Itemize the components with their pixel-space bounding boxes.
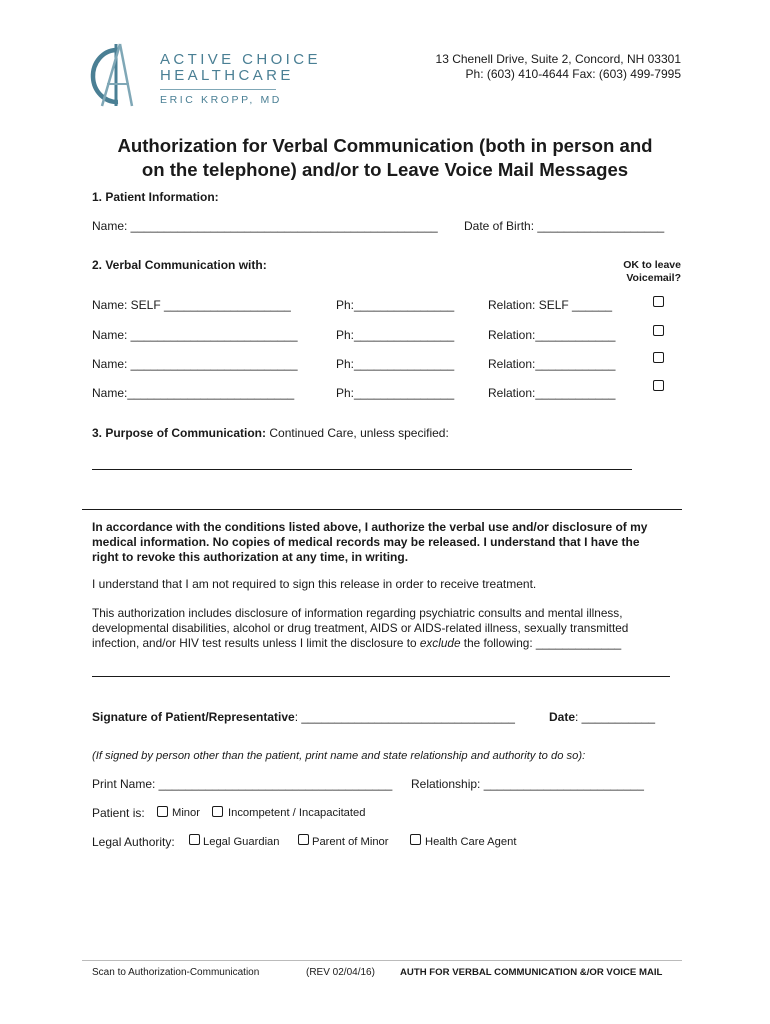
- parent-of-minor-checkbox[interactable]: [298, 834, 309, 845]
- title-line2: on the telephone) and/or to Leave Voice Mail Messages: [141, 159, 629, 180]
- disclosure-line2: developmental disabilities, alcohol or drug treatment, AIDS or AIDS-related illness, sexually transmitted: [92, 621, 629, 635]
- address-line1: 13 Chenell Drive, Suite 2, Concord, NH 03301: [435, 52, 681, 66]
- section3-default-purpose: Continued Care, unless specified:: [266, 426, 449, 440]
- signature-date-label: Date: [549, 710, 576, 724]
- health-care-agent-label: Health Care Agent: [425, 836, 517, 848]
- exclusion-blank-line[interactable]: [92, 676, 670, 677]
- disclosure-line1: This authorization includes disclosure of information regarding psychiatric consults and mental illness,: [92, 606, 623, 620]
- signature-row: [92, 710, 515, 724]
- title-line1: Authorization for Verbal Communication (both in person and: [117, 135, 653, 156]
- contact-row-4-phone[interactable]: Ph:_______________: [336, 386, 455, 400]
- logo-text: [160, 52, 321, 106]
- legal-guardian-checkbox[interactable]: [189, 834, 200, 845]
- address-line2: Ph: (603) 410-4644 Fax: (603) 499-7995: [465, 67, 681, 81]
- contact-row-4-relation[interactable]: Relation:____________: [488, 386, 616, 400]
- contact-row-1-name[interactable]: Name: SELF ___________________: [92, 298, 291, 312]
- disclosure-statement: [92, 606, 682, 651]
- minor-checkbox[interactable]: [157, 806, 168, 817]
- parent-of-minor-label: Parent of Minor: [312, 836, 389, 848]
- footer-divider: [82, 960, 682, 961]
- disclosure-exclude-word: exclude: [419, 636, 461, 650]
- contact-row-3-phone[interactable]: Ph:_______________: [336, 357, 455, 371]
- logo-mark: [88, 40, 154, 110]
- incompetent-label: Incompetent / Incapacitated: [228, 807, 366, 819]
- relationship-field[interactable]: Relationship: ________________________: [411, 777, 644, 791]
- authorization-line3: right to revoke this authorization at any time, in writing.: [92, 550, 409, 564]
- signature-field[interactable]: : ________________________________: [294, 710, 515, 724]
- logo-line2: HEALTHCARE: [160, 67, 294, 84]
- page-title: [60, 134, 710, 182]
- disclosure-line3: [92, 636, 682, 651]
- logo-doctor: ERIC KROPP, MD: [160, 94, 282, 106]
- minor-label: Minor: [172, 807, 200, 819]
- representative-note: (If signed by person other than the patient, print name and state relationship and authority to do so):: [92, 750, 586, 762]
- date-of-birth-field[interactable]: Date of Birth: ___________________: [464, 219, 665, 233]
- signature-date-row: [549, 710, 655, 724]
- voicemail-checkbox-2[interactable]: [653, 325, 664, 336]
- section3-heading: 3. Purpose of Communication:: [92, 426, 267, 440]
- voicemail-header-line1: OK to leave: [623, 259, 681, 271]
- voicemail-column-header: [623, 259, 681, 285]
- print-name-field[interactable]: Print Name: ___________________________________: [92, 777, 393, 791]
- footer-scan-note: Scan to Authorization-Communication: [92, 967, 260, 978]
- contact-row-1-phone[interactable]: Ph:_______________: [336, 298, 455, 312]
- contact-row-2-phone[interactable]: Ph:_______________: [336, 328, 455, 342]
- contact-row-1-relation[interactable]: Relation: SELF ______: [488, 298, 613, 312]
- logo-line1: ACTIVE CHOICE: [160, 51, 321, 68]
- section1-heading: 1. Patient Information:: [92, 190, 219, 204]
- contact-row-3-name[interactable]: Name: _________________________: [92, 357, 298, 371]
- legal-authority-label: Legal Authority:: [92, 835, 175, 849]
- practice-address: [436, 52, 681, 82]
- section2-heading: 2. Verbal Communication with:: [92, 258, 267, 272]
- voicemail-checkbox-3[interactable]: [653, 352, 664, 363]
- patient-name-field[interactable]: Name: ______________________________________________: [92, 219, 438, 233]
- health-care-agent-checkbox[interactable]: [410, 834, 421, 845]
- contact-row-2-name[interactable]: Name: _________________________: [92, 328, 298, 342]
- signature-date-field[interactable]: : ___________: [575, 710, 656, 724]
- purpose-blank-line[interactable]: [92, 469, 632, 470]
- signature-label: Signature of Patient/Representative: [92, 710, 295, 724]
- disclosure-line3-end[interactable]: the following: _____________: [460, 636, 622, 650]
- contact-row-3-relation[interactable]: Relation:____________: [488, 357, 616, 371]
- logo-ac-icon: [88, 40, 154, 110]
- voicemail-checkbox-1[interactable]: [653, 296, 664, 307]
- contact-row-4-name[interactable]: Name:_________________________: [92, 386, 295, 400]
- logo-divider: [160, 89, 276, 90]
- not-required-statement: I understand that I am not required to sign this release in order to receive treatment.: [92, 577, 537, 591]
- footer-form-title: AUTH FOR VERBAL COMMUNICATION &/OR VOICE MAIL: [400, 967, 663, 978]
- authorization-statement: [92, 520, 682, 565]
- section-divider: [82, 509, 682, 510]
- authorization-line2: medical information. No copies of medical records may be released. I understand that I have the: [92, 535, 640, 549]
- disclosure-line3-start: infection, and/or HIV test results unless I limit the disclosure to: [92, 636, 420, 650]
- footer-revision: (REV 02/04/16): [306, 967, 375, 978]
- contact-row-2-relation[interactable]: Relation:____________: [488, 328, 616, 342]
- authorization-line1: In accordance with the conditions listed above, I authorize the verbal use and/or disclosure of my: [92, 520, 648, 534]
- voicemail-header-line2: Voicemail?: [626, 272, 681, 284]
- legal-guardian-label: Legal Guardian: [203, 836, 280, 848]
- incompetent-checkbox[interactable]: [212, 806, 223, 817]
- section3-heading-row: [92, 426, 449, 440]
- patient-is-label: Patient is:: [92, 806, 145, 820]
- voicemail-checkbox-4[interactable]: [653, 380, 664, 391]
